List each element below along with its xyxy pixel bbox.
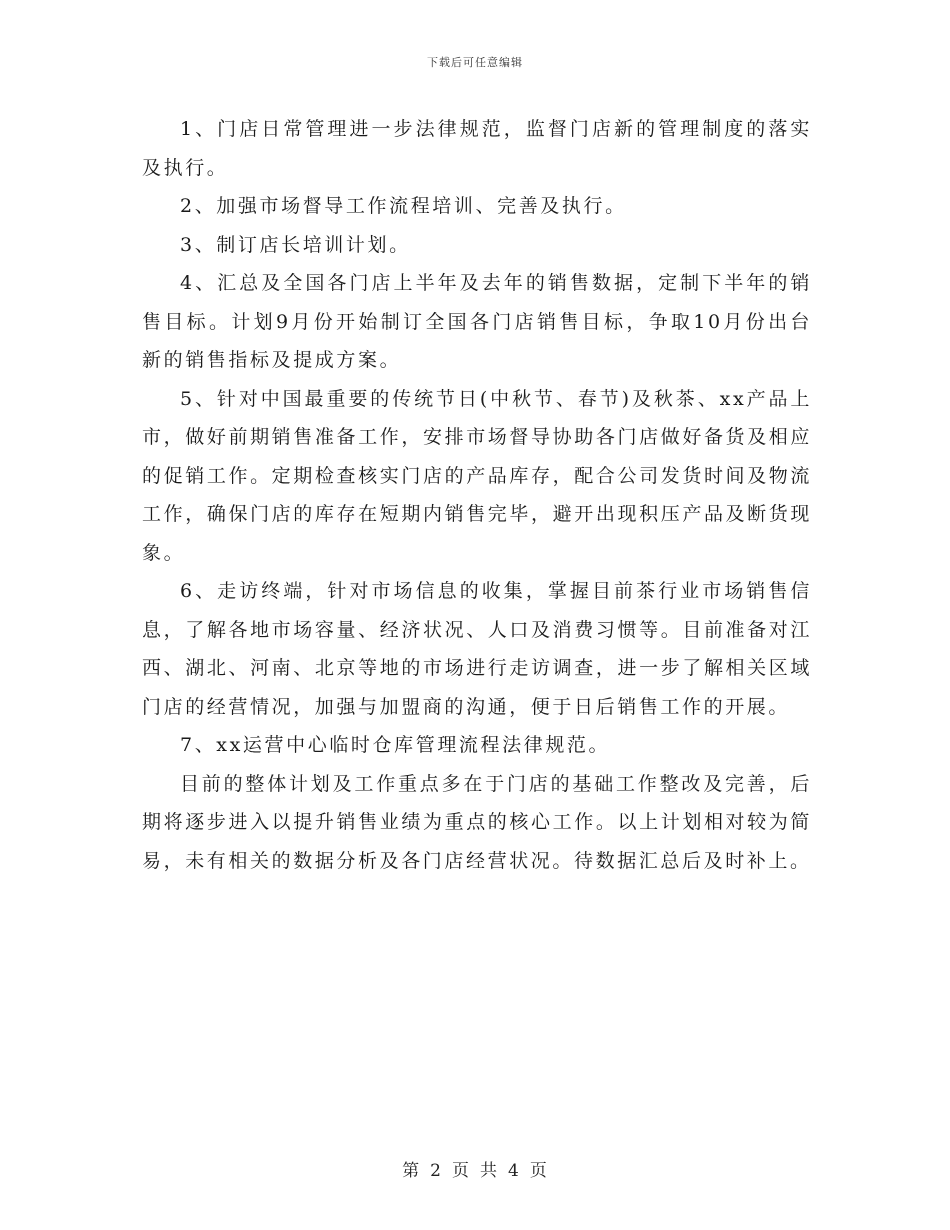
current-page-number: 2 (430, 1161, 442, 1181)
paragraph-3: 3、制订店长培训计划。 (180, 233, 411, 256)
paragraph-1: 1、门店日常管理进一步法律规范，监督门店新的管理制度的落实及执行。 (142, 118, 812, 179)
paragraph-7: 7、xx运营中心临时仓库管理流程法律规范。 (180, 734, 611, 756)
page-label-mid: 页 (452, 1161, 470, 1181)
paragraph-2: 2、加强市场督导工作流程培训、完善及执行。 (180, 195, 627, 217)
page-footer (0, 1156, 950, 1181)
header-note: 下载后可任意编辑 (427, 56, 523, 69)
document-body (142, 110, 812, 880)
page-label-suffix: 页 (529, 1161, 548, 1181)
paragraph-summary: 目前的整体计划及工作重点多在于门店的基础工作整改及完善，后期将逐步进入以提升销售业绩为重点的核心工作。以上计划相对较为简易，未有相关的数据分析及各门店经营状况。待数据汇总后及时补上。 (142, 772, 812, 872)
total-label-prefix: 共 (480, 1161, 498, 1181)
paragraph-4: 4、汇总及全国各门店上半年及去年的销售数据，定制下半年的销售目标。计划9月份开始制订全国各门店销售目标，争取10月份出台新的销售指标及提成方案。 (142, 272, 812, 371)
paragraph-5: 5、针对中国最重要的传统节日(中秋节、春节)及秋茶、xx产品上市，做好前期销售准备工作，安排市场督导协助各门店做好备货及相应的促销工作。定期检查核实门店的产品库存，配合公司发货时间及物流工作，确保门店的库存在短期内销售完毕，避开出现积压产品及断货现象。 (142, 387, 812, 564)
paragraph-6: 6、走访终端，针对市场信息的收集，掌握目前茶行业市场销售信息，了解各地市场容量、经济状况、人口及消费习惯等。目前准备对江西、湖北、河南、北京等地的市场进行走访调查，进一步了解相关区域门店的经营情况，加强与加盟商的沟通，便于日后销售工作的开展。 (142, 580, 812, 718)
page-label-prefix: 第 (402, 1161, 421, 1181)
total-pages-number: 4 (508, 1161, 520, 1181)
